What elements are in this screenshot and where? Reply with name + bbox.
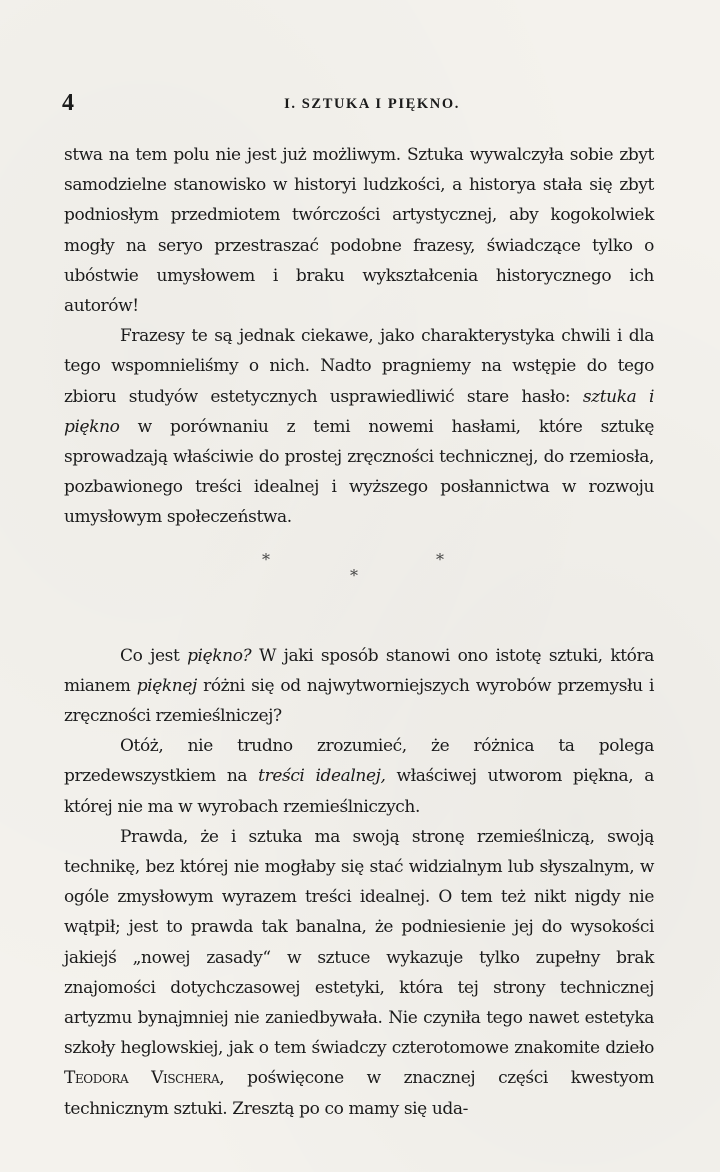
paragraph-text: właściwej utworom piękna, a której nie ma w wyrobach rzemieślniczych. (64, 766, 655, 817)
paragraph-text: W jaki sposób stanowi ono istotę sztuki, która mianem (64, 645, 654, 696)
paragraph-text: Frazesy te są jednak ciekawe, jako charakterystyka chwili i dla tego wspomnieliśmy o nich. Nadto pragniemy na wstępie do tego zbioru studyów estetycznych usprawiedliwić stare hasło: (64, 326, 654, 407)
page-number: 4 (62, 90, 74, 116)
paragraph-text: w porównaniu z temi nowemi hasłami, które sztukę sprowadzają właściwie do prostej zręczności technicznej, do rzemiosła, pozbawionego treści idealnej i wyższego posłannictwa w rozwoju umysłowym społeczeństwa. (64, 416, 654, 528)
paragraph-text: różni się od najwytworniejszych wyrobów przemysłu i zręczności rzemieślniczej? (64, 675, 654, 727)
paragraph-text: Co jest (120, 645, 188, 666)
emphasis-tresci-idealnej: treści idealnej, (258, 766, 386, 787)
asterisk-ornament: * (436, 549, 444, 569)
asterisk-ornament: * (262, 549, 270, 569)
page-header (62, 90, 682, 116)
paragraph-prawda (64, 822, 654, 1124)
section-separator (64, 533, 654, 641)
paragraph-continuation: stwa na tem polu nie jest już możliwym. Sztuka wywalczyła sobie zbyt samodzielne stanowisko w historyi ludzkości, a historya stała się zbyt podniosłym przedmiotem twórczości artystycznej, aby kogokolwiek mogły na seryo przestraszać podobne frazesy, świadczące tylko o ubóstwie umysłowem i braku wykształcenia historycznego ich autorów! (64, 145, 654, 317)
asterisk-ornament: * (350, 565, 358, 585)
paragraph-text: , poświęcone w znacznej części kwestyom technicznym sztuki. Zresztą po co mamy się uda- (64, 1068, 654, 1119)
emphasis-pieknej: pięknej (136, 675, 197, 696)
paragraph-otoz (64, 731, 654, 822)
paragraph-text: Otóż, nie trudno zrozumieć, że różnica ta polega przedewszystkiem na (64, 736, 654, 787)
author-name-vischer: Teodora Vischera (64, 1068, 220, 1089)
body-text (64, 140, 654, 1124)
paragraph-text: Prawda, że i sztuka ma swoją stronę rzemieślniczą, swoją technikę, bez której nie mogłaby się stać widzialnym lub słyszalnym, w ogóle zmysłowym wyrazem treści idealnej. O tem też nikt nigdy nie wątpił; jest to prawda tak banalna, że podniesienie jej do wysokości jakiejś „nowej zasady“ w sztuce wykazuje tylko zupełny brak znajomości dotychczasowej estetyki, która tej strony technicznej artyzmu bynajmniej nie zaniedbywała. Nie czyniła tego nawet estetyka szkoły heglowskiej, jak o tem świadczy czterotomowe znakomite dzieło (64, 826, 654, 1059)
emphasis-sztuka-i-piekno: sztuka i piękno (64, 386, 654, 437)
paragraph-co-jest-piekno (64, 641, 654, 732)
paragraph-frazesy (64, 321, 654, 532)
emphasis-piekno: piękno? (187, 645, 252, 666)
running-head: I. SZTUKA I PIĘKNO. (284, 96, 460, 112)
